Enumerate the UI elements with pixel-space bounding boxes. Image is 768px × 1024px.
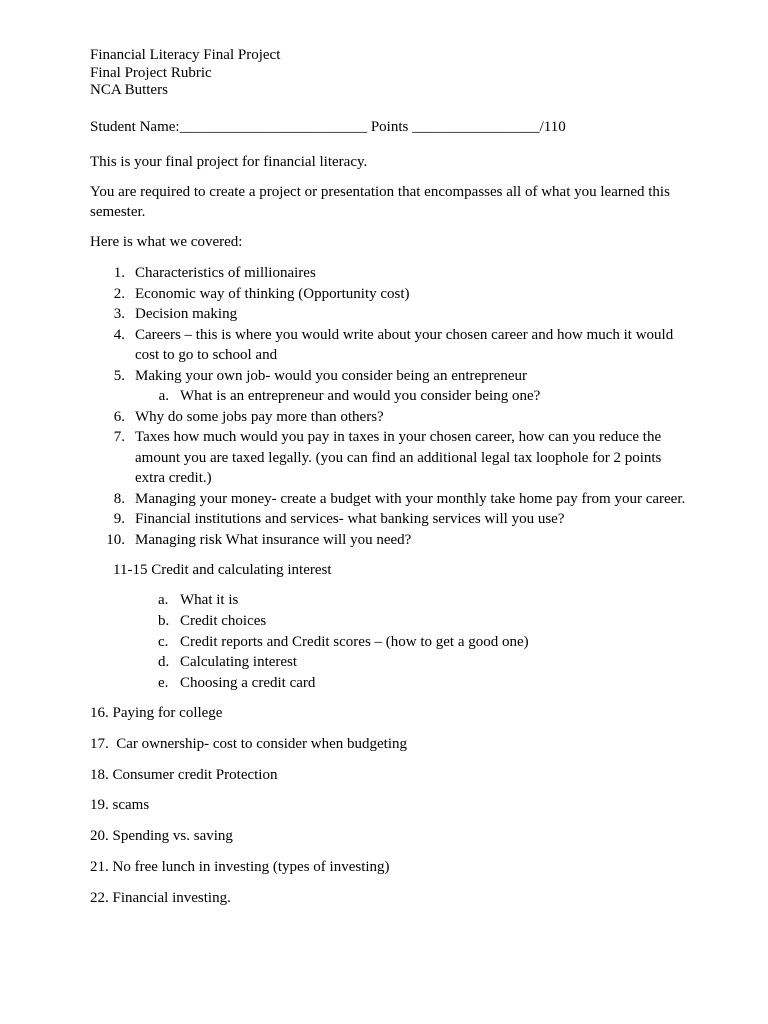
- credit-list-item-letter: c.: [158, 633, 169, 650]
- list-item: [90, 263, 690, 284]
- list-item-text: Characteristics of millionaires: [135, 265, 316, 281]
- list-item-number: 9.: [113, 511, 125, 527]
- list-item-number: 2.: [113, 285, 125, 302]
- credit-list-item-letter: e.: [158, 675, 169, 692]
- list-item-text: Decision making: [135, 306, 238, 322]
- credit-section-heading: 11-15 Credit and calculating interest: [113, 562, 332, 578]
- credit-list-item: [158, 611, 690, 632]
- topic-spending-vs-saving: 20. Spending vs. saving: [90, 828, 233, 845]
- topic-paying-for-college: 16. Paying for college: [90, 704, 223, 721]
- list-item-text: Making your own job- would you consider being an entrepreneur: [135, 367, 527, 384]
- list-item-number: 5.: [113, 367, 125, 384]
- credit-list-item-text: Credit choices: [180, 612, 267, 629]
- list-item: [90, 489, 690, 510]
- list-item-text: Careers – this is where you would write about your chosen career and how much it would cost to go to school and: [135, 326, 674, 363]
- list-item-number: 10.: [106, 531, 125, 548]
- list-item-number: 8.: [113, 490, 125, 507]
- list-item-text: Why do some jobs pay more than others?: [135, 408, 384, 425]
- credit-list-item-text: Choosing a credit card: [180, 675, 316, 692]
- list-item: [90, 407, 690, 428]
- credit-list-item: [158, 673, 690, 694]
- sub-list-item-letter: a.: [158, 388, 169, 404]
- topic-financial-investing: 22. Financial investing.: [90, 889, 231, 906]
- list-item: [90, 304, 690, 325]
- intro-paragraph: This is your final project for financial literacy.: [90, 154, 368, 170]
- list-item-text: Managing risk What insurance will you need?: [135, 531, 412, 548]
- credit-list-item: [158, 590, 690, 611]
- list-item-number: 3.: [113, 306, 125, 322]
- topic-scams: 19. scams: [90, 797, 150, 814]
- covered-heading: Here is what we covered:: [90, 234, 243, 250]
- list-item: [90, 530, 690, 551]
- list-item: [90, 366, 690, 407]
- list-item: [90, 509, 690, 530]
- list-item: [90, 325, 690, 366]
- student-name-points-line: Student Name:_________________________ Points _________________/110: [90, 118, 566, 135]
- list-item-number: 6.: [113, 408, 125, 425]
- credit-list-item-letter: b.: [158, 612, 170, 629]
- list-item-number: 7.: [113, 429, 125, 445]
- list-item-text: Managing your money- create a budget with your monthly take home pay from your career.: [135, 490, 686, 507]
- sub-list-item-text: What is an entrepreneur and would you consider being one?: [180, 388, 541, 404]
- course-title: Financial Literacy Final Project: [90, 47, 281, 63]
- topic-consumer-credit-protection: 18. Consumer credit Protection: [90, 766, 278, 783]
- credit-list-item-letter: d.: [158, 654, 170, 671]
- list-item-text: Financial institutions and services- what banking services will you use?: [135, 511, 565, 527]
- credit-list-item-text: Calculating interest: [180, 654, 298, 671]
- list-item: [90, 427, 690, 489]
- requirements-paragraph: You are required to create a project or presentation that encompasses all of what you learned this semester.: [90, 184, 670, 220]
- list-item-text: Taxes how much would you pay in taxes in your chosen career, how can you reduce the amount you are taxed legally. (you can find an additional legal tax loophole for 2 points extra credit.): [135, 429, 662, 486]
- topics-list: [90, 263, 690, 550]
- credit-list-item: [158, 652, 690, 673]
- author-line: NCA Butters: [90, 82, 168, 98]
- list-item-number: 4.: [113, 326, 125, 343]
- sub-list: [135, 386, 690, 407]
- sub-list-item: [135, 386, 690, 407]
- document-page: [90, 47, 690, 909]
- credit-list-item-text: Credit reports and Credit scores – (how to get a good one): [180, 633, 529, 650]
- document-subtitle: Final Project Rubric: [90, 64, 212, 81]
- list-item-text: Economic way of thinking (Opportunity cost): [135, 285, 410, 302]
- topic-no-free-lunch: 21. No free lunch in investing (types of investing): [90, 858, 390, 875]
- credit-list-item-letter: a.: [158, 592, 169, 608]
- list-item-number: 1.: [113, 265, 125, 281]
- credit-list-item: [158, 632, 690, 653]
- credit-sub-list: [158, 590, 690, 694]
- topic-car-ownership: 17. Car ownership- cost to consider when budgeting: [90, 735, 408, 752]
- list-item: [90, 284, 690, 305]
- credit-list-item-text: What it is: [180, 592, 239, 608]
